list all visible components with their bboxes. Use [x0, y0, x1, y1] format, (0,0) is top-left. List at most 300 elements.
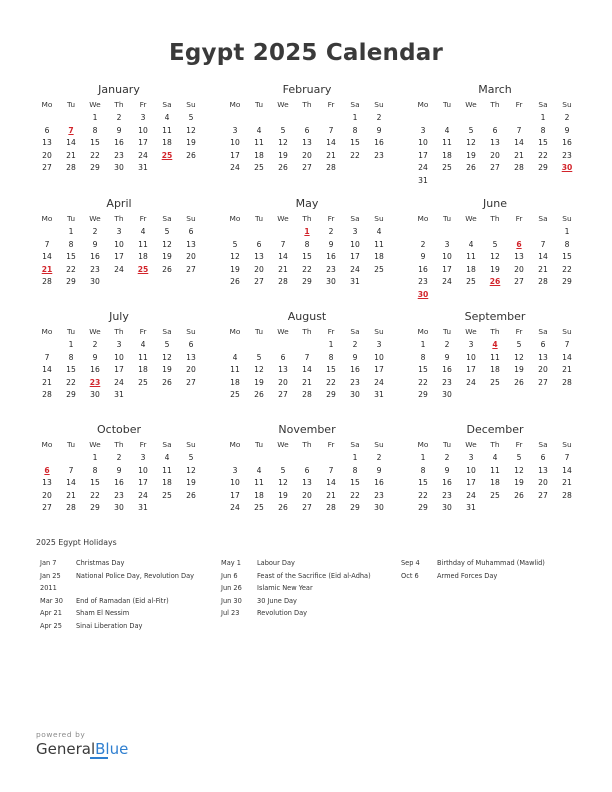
weekday-header: Tu	[66, 440, 76, 449]
month-days-grid	[411, 325, 579, 402]
day-cell: 3	[140, 453, 146, 462]
day-cell: 22	[326, 377, 336, 387]
day-cell: 29	[302, 277, 312, 287]
day-cell: 28	[66, 503, 76, 513]
day-cell: 26	[254, 390, 264, 400]
month-october	[35, 422, 203, 515]
day-cell: 24	[230, 163, 240, 173]
day-cell: 15	[90, 478, 100, 488]
day-cell: 13	[490, 138, 500, 148]
day-cell: 3	[232, 465, 238, 475]
day-cell: 3	[468, 453, 474, 462]
day-cell: 4	[468, 239, 474, 249]
day-cell: 5	[492, 239, 498, 249]
day-cell: 18	[230, 377, 240, 387]
brand-blue-text: Blue	[95, 740, 129, 758]
month-days-grid	[411, 98, 579, 188]
holiday-date: 2011	[40, 584, 57, 592]
day-cell: 18	[466, 264, 476, 274]
weekday-header: Sa	[162, 327, 172, 336]
holiday-row	[401, 570, 581, 583]
day-cell: 27	[278, 390, 288, 400]
holiday-name: Labour Day	[257, 559, 295, 567]
weekday-header: Tu	[66, 100, 76, 109]
weekday-header: Sa	[162, 440, 172, 449]
holiday-date: Jun 26	[221, 584, 242, 592]
month-days-grid	[223, 325, 391, 402]
weekday-header: Mo	[229, 100, 241, 109]
day-cell: 25	[374, 264, 384, 274]
day-cell: 13	[42, 478, 52, 488]
day-cell: 21	[514, 150, 524, 160]
weekday-header: Su	[562, 327, 572, 336]
day-cell: 2	[116, 113, 122, 122]
day-cell: 26	[514, 490, 524, 500]
weekday-header: Su	[374, 440, 384, 449]
day-cell: 14	[538, 252, 548, 262]
day-cell: 31	[418, 175, 428, 185]
holiday-date: Apr 25	[40, 621, 62, 630]
holiday-day-cell: 25	[161, 150, 173, 160]
day-cell: 23	[442, 490, 452, 500]
day-cell: 16	[114, 138, 124, 148]
day-cell: 1	[564, 227, 570, 236]
day-cell: 8	[564, 239, 570, 249]
weekday-header: We	[277, 100, 289, 109]
day-cell: 1	[68, 340, 74, 349]
day-cell: 19	[466, 150, 476, 160]
weekday-header: Sa	[162, 214, 172, 223]
holiday-date: Apr 21	[40, 609, 62, 617]
day-cell: 26	[162, 264, 172, 274]
weekday-header: Mo	[417, 100, 429, 109]
day-cell: 13	[186, 239, 196, 249]
day-cell: 19	[186, 138, 196, 148]
day-cell: 3	[420, 125, 426, 135]
day-cell: 10	[138, 125, 148, 135]
weekday-header: Sa	[350, 327, 360, 336]
holiday-name: 30 June Day	[257, 596, 297, 605]
holiday-column	[40, 557, 220, 632]
day-cell: 14	[302, 365, 312, 375]
day-cell: 21	[562, 365, 572, 375]
day-cell: 9	[444, 352, 450, 362]
weekday-header: Sa	[350, 214, 360, 223]
day-cell: 11	[162, 125, 172, 135]
day-cell: 28	[538, 277, 548, 287]
weekday-header: Fr	[327, 100, 335, 109]
weekday-header: Su	[186, 327, 196, 336]
day-cell: 6	[44, 125, 50, 135]
day-cell: 17	[230, 150, 240, 160]
holiday-row	[221, 570, 401, 583]
day-cell: 13	[42, 138, 52, 148]
holiday-day-cell: 4	[492, 340, 498, 349]
day-cell: 15	[302, 252, 312, 262]
day-cell: 24	[466, 377, 476, 387]
month-may	[223, 196, 391, 289]
month-june	[411, 196, 579, 302]
empty-day-cell	[271, 112, 295, 125]
day-cell: 9	[352, 352, 358, 362]
day-cell: 22	[538, 150, 548, 160]
month-name: June	[483, 197, 507, 210]
day-cell: 10	[350, 239, 360, 249]
day-cell: 15	[418, 365, 428, 375]
day-cell: 25	[254, 163, 264, 173]
day-cell: 16	[90, 365, 100, 375]
empty-day-cell	[59, 452, 83, 465]
weekday-header: Mo	[229, 214, 241, 223]
day-cell: 6	[188, 227, 194, 236]
day-cell: 16	[350, 365, 360, 375]
empty-day-cell	[223, 452, 247, 465]
day-cell: 1	[420, 453, 426, 462]
day-cell: 19	[186, 478, 196, 488]
day-cell: 4	[256, 465, 262, 475]
holidays-title: 2025 Egypt Holidays	[36, 538, 117, 547]
weekday-header: Th	[490, 214, 500, 223]
month-name: November	[278, 423, 336, 436]
day-cell: 14	[42, 365, 52, 375]
weekday-header: Fr	[139, 327, 147, 336]
day-cell: 27	[302, 163, 312, 173]
weekday-header: Su	[562, 214, 572, 223]
weekday-header: Tu	[254, 214, 264, 223]
day-cell: 24	[138, 150, 148, 160]
day-cell: 23	[562, 150, 572, 160]
day-cell: 24	[230, 503, 240, 513]
holiday-date: May 1	[221, 559, 241, 567]
day-cell: 12	[186, 465, 196, 475]
weekday-header: Th	[114, 440, 124, 449]
weekday-header: Fr	[327, 214, 335, 223]
day-cell: 22	[350, 150, 360, 160]
weekday-header: Fr	[515, 327, 523, 336]
day-cell: 27	[186, 264, 196, 274]
day-cell: 26	[466, 163, 476, 173]
day-cell: 26	[186, 490, 196, 500]
day-cell: 2	[328, 227, 334, 236]
day-cell: 10	[466, 352, 476, 362]
day-cell: 17	[230, 490, 240, 500]
day-cell: 17	[466, 478, 476, 488]
day-cell: 1	[420, 340, 426, 349]
day-cell: 25	[254, 503, 264, 513]
day-cell: 8	[420, 465, 426, 475]
day-cell: 29	[66, 277, 76, 287]
weekday-header: Th	[302, 214, 312, 223]
empty-day-cell	[531, 226, 555, 239]
day-cell: 18	[162, 478, 172, 488]
day-cell: 2	[352, 340, 358, 349]
day-cell: 28	[302, 390, 312, 400]
day-cell: 12	[230, 252, 240, 262]
day-cell: 1	[92, 453, 98, 462]
day-cell: 11	[162, 465, 172, 475]
day-cell: 9	[116, 465, 122, 475]
weekday-header: Su	[186, 440, 196, 449]
empty-day-cell	[459, 226, 483, 239]
day-cell: 13	[514, 252, 524, 262]
day-cell: 24	[114, 264, 124, 274]
month-november	[223, 422, 391, 515]
weekday-header: We	[465, 100, 477, 109]
weekday-header: Su	[374, 214, 384, 223]
day-cell: 12	[278, 138, 288, 148]
day-cell: 19	[278, 150, 288, 160]
day-cell: 24	[442, 277, 452, 287]
day-cell: 1	[328, 340, 334, 349]
day-cell: 13	[302, 138, 312, 148]
holiday-name: Sham El Nessim	[76, 609, 130, 617]
page-title: Egypt 2025 Calendar	[168, 40, 444, 66]
day-cell: 20	[514, 264, 524, 274]
day-cell: 8	[68, 352, 74, 362]
day-cell: 14	[326, 478, 336, 488]
day-cell: 5	[280, 125, 286, 135]
month-september	[411, 309, 579, 402]
day-cell: 4	[492, 453, 498, 462]
day-cell: 3	[352, 227, 358, 236]
weekday-header: Tu	[442, 100, 452, 109]
holiday-day-cell: 30	[417, 289, 429, 299]
holiday-day-cell: 23	[89, 377, 101, 387]
holiday-date: Jun 6	[221, 571, 238, 580]
day-cell: 10	[114, 239, 124, 249]
weekday-header: We	[277, 214, 289, 223]
day-cell: 11	[466, 252, 476, 262]
holiday-row	[40, 607, 220, 620]
day-cell: 8	[420, 352, 426, 362]
day-cell: 28	[514, 163, 524, 173]
day-cell: 22	[66, 377, 76, 387]
day-cell: 22	[90, 150, 100, 160]
weekday-header: Th	[114, 100, 124, 109]
day-cell: 25	[466, 277, 476, 287]
empty-day-cell	[411, 226, 435, 239]
day-cell: 12	[466, 138, 476, 148]
empty-day-cell	[223, 112, 247, 125]
day-cell: 22	[418, 377, 428, 387]
day-cell: 1	[68, 227, 74, 236]
empty-day-cell	[35, 339, 59, 352]
month-april	[35, 196, 203, 289]
day-cell: 14	[42, 252, 52, 262]
day-cell: 20	[42, 490, 52, 500]
day-cell: 21	[562, 478, 572, 488]
powered-by-text: powered by	[36, 730, 86, 739]
empty-day-cell	[35, 112, 59, 125]
day-cell: 17	[350, 252, 360, 262]
empty-day-cell	[35, 452, 59, 465]
day-cell: 9	[92, 239, 98, 249]
day-cell: 5	[516, 453, 522, 462]
day-cell: 31	[466, 503, 476, 513]
holiday-row	[221, 557, 401, 570]
weekday-header: Fr	[139, 440, 147, 449]
day-cell: 2	[376, 453, 382, 462]
day-cell: 8	[304, 239, 310, 249]
month-days-grid	[223, 438, 391, 515]
day-cell: 4	[140, 227, 146, 236]
day-cell: 3	[140, 113, 146, 122]
month-january	[35, 82, 203, 175]
day-cell: 24	[350, 264, 360, 274]
holiday-name: Sinai Liberation Day	[76, 621, 143, 630]
day-cell: 13	[278, 365, 288, 375]
day-cell: 16	[326, 252, 336, 262]
day-cell: 20	[186, 252, 196, 262]
day-cell: 13	[538, 352, 548, 362]
day-cell: 1	[92, 113, 98, 122]
weekday-header: Mo	[41, 440, 53, 449]
weekday-header: We	[465, 327, 477, 336]
day-cell: 24	[114, 377, 124, 387]
holiday-day-cell: 21	[41, 264, 53, 274]
day-cell: 3	[116, 227, 122, 236]
day-cell: 26	[278, 503, 288, 513]
day-cell: 2	[444, 453, 450, 462]
day-cell: 17	[138, 138, 148, 148]
month-days-grid	[35, 212, 203, 289]
day-cell: 17	[138, 478, 148, 488]
weekday-header: Fr	[515, 100, 523, 109]
weekday-header: Sa	[538, 327, 548, 336]
day-cell: 30	[326, 277, 336, 287]
day-cell: 16	[374, 478, 384, 488]
day-cell: 28	[326, 163, 336, 173]
day-cell: 5	[232, 239, 238, 249]
day-cell: 21	[42, 377, 52, 387]
day-cell: 27	[490, 163, 500, 173]
day-cell: 14	[278, 252, 288, 262]
day-cell: 29	[562, 277, 572, 287]
empty-day-cell	[271, 339, 295, 352]
day-cell: 17	[442, 264, 452, 274]
month-name: March	[478, 83, 512, 96]
holiday-row	[221, 595, 401, 608]
day-cell: 30	[90, 390, 100, 400]
day-cell: 19	[254, 377, 264, 387]
day-cell: 14	[326, 138, 336, 148]
empty-day-cell	[483, 226, 507, 239]
holiday-date: Jul 23	[221, 609, 240, 617]
day-cell: 10	[374, 352, 384, 362]
holiday-day-cell: 6	[44, 465, 50, 475]
day-cell: 25	[230, 390, 240, 400]
weekday-header: Su	[374, 327, 384, 336]
holiday-day-cell: 6	[516, 239, 522, 249]
empty-day-cell	[247, 112, 271, 125]
day-cell: 16	[562, 138, 572, 148]
day-cell: 21	[538, 264, 548, 274]
day-cell: 8	[328, 352, 334, 362]
day-cell: 3	[468, 340, 474, 349]
day-cell: 31	[114, 390, 124, 400]
empty-day-cell	[319, 112, 343, 125]
day-cell: 7	[44, 239, 50, 249]
day-cell: 6	[540, 340, 546, 349]
day-cell: 22	[302, 264, 312, 274]
weekday-header: Sa	[162, 100, 172, 109]
holiday-day-cell: 7	[68, 125, 74, 135]
day-cell: 14	[66, 138, 76, 148]
day-cell: 28	[278, 277, 288, 287]
day-cell: 19	[162, 365, 172, 375]
day-cell: 16	[442, 365, 452, 375]
holiday-date: Sep 4	[401, 559, 420, 567]
weekday-header: Su	[562, 440, 572, 449]
day-cell: 16	[418, 264, 428, 274]
holiday-name: Islamic New Year	[257, 584, 313, 592]
holiday-name: Birthday of Muhammad (Mawlid)	[437, 559, 545, 567]
day-cell: 8	[352, 465, 358, 475]
empty-day-cell	[271, 452, 295, 465]
day-cell: 24	[418, 163, 428, 173]
day-cell: 20	[538, 365, 548, 375]
day-cell: 9	[376, 465, 382, 475]
day-cell: 21	[302, 377, 312, 387]
day-cell: 19	[490, 264, 500, 274]
month-august	[223, 309, 391, 402]
weekday-header: Fr	[139, 214, 147, 223]
weekday-header: Sa	[538, 100, 548, 109]
day-cell: 18	[162, 138, 172, 148]
day-cell: 6	[492, 125, 498, 135]
day-cell: 20	[186, 365, 196, 375]
day-cell: 15	[562, 252, 572, 262]
day-cell: 6	[304, 125, 310, 135]
empty-day-cell	[295, 452, 319, 465]
day-cell: 20	[302, 490, 312, 500]
weekday-header: We	[89, 100, 101, 109]
day-cell: 2	[564, 113, 570, 122]
holiday-day-cell: 25	[137, 264, 149, 274]
day-cell: 9	[116, 125, 122, 135]
day-cell: 4	[376, 227, 382, 236]
day-cell: 14	[514, 138, 524, 148]
weekday-header: We	[89, 440, 101, 449]
day-cell: 15	[326, 365, 336, 375]
day-cell: 18	[442, 150, 452, 160]
holiday-column	[401, 557, 581, 582]
day-cell: 28	[562, 377, 572, 387]
day-cell: 15	[66, 252, 76, 262]
day-cell: 12	[162, 352, 172, 362]
empty-day-cell	[507, 112, 531, 125]
weekday-header: We	[465, 440, 477, 449]
month-name: April	[106, 197, 132, 210]
day-cell: 29	[538, 163, 548, 173]
day-cell: 19	[514, 365, 524, 375]
day-cell: 20	[302, 150, 312, 160]
holiday-row	[40, 620, 220, 633]
empty-day-cell	[223, 226, 247, 239]
empty-day-cell	[59, 112, 83, 125]
month-name: May	[295, 197, 319, 210]
day-cell: 26	[186, 150, 196, 160]
weekday-header: Mo	[417, 214, 429, 223]
day-cell: 13	[186, 352, 196, 362]
holiday-row	[40, 557, 220, 570]
weekday-header: Sa	[538, 440, 548, 449]
day-cell: 5	[188, 113, 194, 122]
empty-day-cell	[295, 112, 319, 125]
day-cell: 2	[444, 340, 450, 349]
day-cell: 23	[418, 277, 428, 287]
day-cell: 25	[490, 490, 500, 500]
